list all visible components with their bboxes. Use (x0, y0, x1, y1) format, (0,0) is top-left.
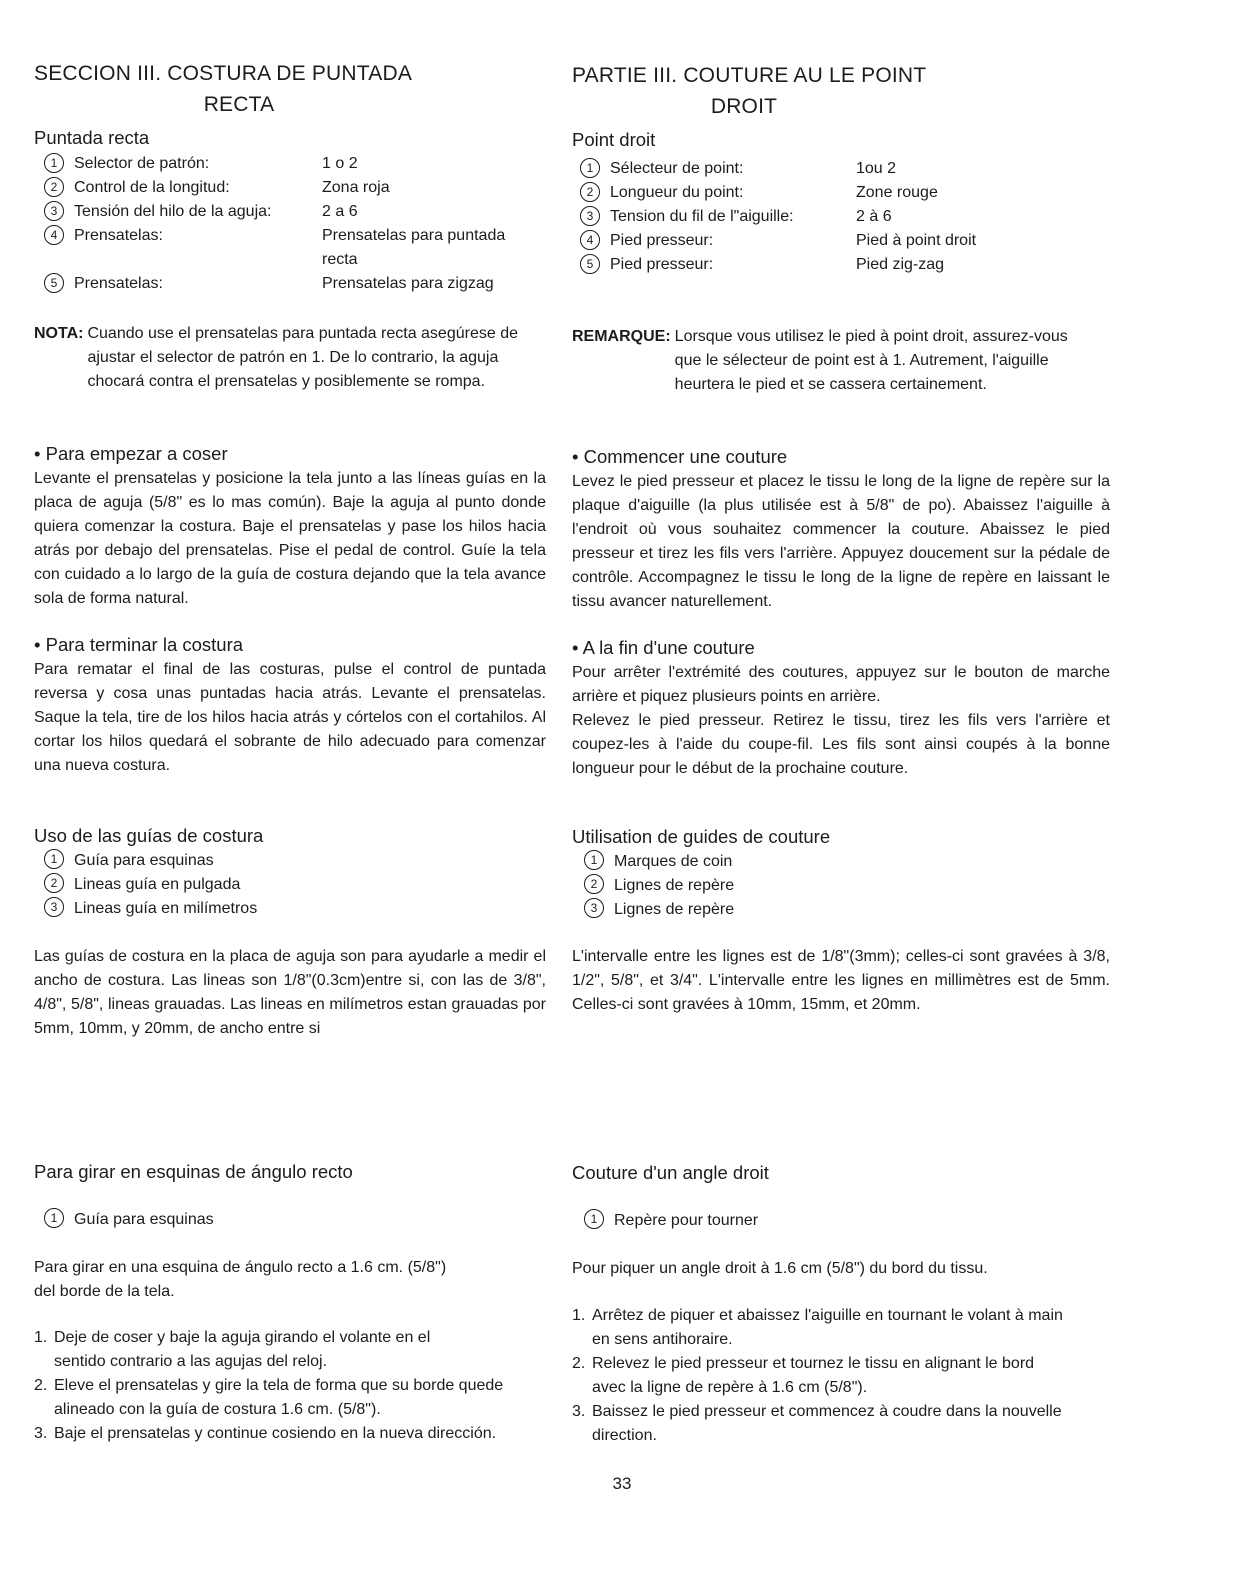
circled-number: 1 (44, 849, 64, 869)
circled-number: 5 (44, 273, 64, 293)
circled-number: 5 (580, 254, 600, 274)
settings-row (44, 176, 546, 200)
setting-value: Prensatelas para puntada recta (322, 227, 506, 268)
circled-number: 1 (580, 158, 600, 178)
setting-value: Zona roja (322, 179, 390, 196)
settings-row (44, 200, 546, 224)
list-item: 1 Guía para esquinas (44, 849, 546, 873)
note-label: NOTA: (34, 325, 84, 342)
seam-guides-list (584, 850, 1110, 922)
page-number: 33 (612, 1474, 632, 1493)
circled-number: 1 (44, 153, 64, 173)
list-item: 1. Deje de coser y baje la aguja girando el volante en el sentido contrario a las agujas del reloj. (34, 1329, 431, 1370)
settings-row: 3 Tension du fil de l"aiguille: 2 à 6 (580, 205, 1110, 229)
corner-heading: Couture d'un angle droit (572, 1162, 769, 1183)
setting-label: Prensatelas: (74, 227, 163, 244)
straight-stitch-heading: Point droit (572, 129, 656, 150)
settings-row: 4 Pied presseur: Pied à point droit (580, 229, 1110, 253)
section-title (572, 60, 1110, 122)
list-item: 2 Lignes de repère (584, 874, 1110, 898)
settings-row (44, 152, 546, 176)
list-item: 3. Baje el prensatelas y continue cosiendo en la nueva dirección. (34, 1425, 497, 1442)
settings-list (44, 152, 546, 296)
note (572, 325, 1110, 397)
setting-label: Control de la longitud: (74, 179, 230, 196)
section-title (34, 58, 546, 120)
circled-number: 3 (44, 897, 64, 917)
list-item: 1 Marques de coin (584, 850, 1110, 874)
corner-item: 1 Repère pour tourner (584, 1209, 1110, 1233)
setting-value: 2 a 6 (322, 203, 358, 220)
finish-seam-heading: • Para terminar la costura (34, 634, 244, 655)
start-sewing-text: Levez le pied presseur et placez le tissu le long de la ligne de repère sur la plaque d'aiguille (la plus utilisée est à 5/8" de po). Abaissez l'aiguille à l'endroit où vous souhaitez commencer la couture. Abaissez le pied presseur et tirez les fils vers l'arrière. Appuyez doucement sur la pédale de contrôle. Accompagnez le tissu le long de la ligne de repère en laissant le tissu avancer naturellement. (572, 473, 1110, 610)
setting-value: 1 o 2 (322, 155, 358, 172)
note-text: Cuando use el prensatelas para puntada recta asegúrese de ajustar el selector de patrón en 1. De lo contrario, la aguja chocará contra el prensatelas y posiblemente se rompa. (87, 325, 518, 390)
corner-steps (34, 1326, 546, 1446)
section-title-line1: PARTIE III. COUTURE AU LE POINT (572, 64, 927, 87)
start-sewing-heading: • Commencer une couture (572, 446, 788, 467)
section-title-line2: DROIT (710, 95, 778, 118)
list-item: 2 Lineas guía en pulgada (44, 873, 546, 897)
finish-seam-text: Para rematar el final de las costuras, pulse el control de puntada reversa y cosa unas puntadas hacia atrás. Levante el prensatelas. Saque la tela, tire de los hilos hacia atrás y córtelos con el cortahilos. Al cortar los hilos quedará el sobrante de hilo adecuado para comenzar una nueva costura. (34, 661, 546, 774)
section-title-line2: RECTA (203, 93, 275, 116)
settings-row: 2 Longueur du point: Zone rouge (580, 181, 1110, 205)
circled-number: 1 (44, 1208, 64, 1228)
note-label: REMARQUE: (572, 328, 671, 345)
note-text: Lorsque vous utilisez le pied à point droit, assurez-vous que le sélecteur de point est à 1. Autrement, l'aiguille heurtera le pied et se cassera certainement. (674, 328, 1068, 393)
note (34, 322, 546, 394)
finish-seam-heading: • A la fin d'une couture (572, 637, 755, 658)
settings-row (44, 224, 546, 272)
circled-number: 2 (44, 873, 64, 893)
list-item: 3 Lineas guía en milímetros (44, 897, 546, 921)
setting-label: Selector de patrón: (74, 155, 210, 172)
setting-value: Prensatelas para zigzag (322, 275, 494, 292)
straight-stitch-heading: Puntada recta (34, 127, 150, 148)
circled-number: 2 (44, 177, 64, 197)
section-title-line1: SECCION III. COSTURA DE PUNTADA (34, 62, 413, 85)
setting-label: Tensión del hilo de la aguja: (74, 203, 272, 220)
start-sewing-text: Levante el prensatelas y posicione la tela junto a las líneas guías en la placa de aguja (5/8" es lo mas común). Baje la aguja al punto donde quiera comenzar la costura. Baje el prensatelas y pase los hilos hacia atrás por debajo del prensatelas. Pise el pedal de control. Guíe la tela con cuidado a lo largo de la guía de costura dejando que la tela avance sola de forma natural. (34, 470, 546, 607)
seam-guides-text: Las guías de costura en la placa de aguja son para ayudarle a medir el ancho de costura. Las lineas son 1/8"(0.3cm)entre si, con las de 3/8", 4/8", 5/8", lineas grauadas. Las lineas en milímetros estan grauadas por 5mm, 10mm, y 20mm, de ancho entre si (34, 948, 546, 1037)
finish-seam-text: Pour arrêter l'extrémité des coutures, appuyez sur le bouton de marche arrière et piquez plusieurs points en arrière. Relevez le pied presseur. Retirez le tissu, tirez les fils vers l'arrière et coupez-les à l'aide du coupe-fil. Les fils sont ainsi coupés à la bonne longueur pour le début de la prochaine couture. (572, 664, 1110, 777)
circled-number: 3 (580, 206, 600, 226)
circled-number: 1 (584, 1209, 604, 1229)
circled-number: 3 (44, 201, 64, 221)
seam-guides-list (44, 849, 546, 921)
settings-row (44, 272, 546, 296)
circled-number: 2 (580, 182, 600, 202)
seam-guides-heading: Uso de las guías de costura (34, 825, 264, 846)
seam-guides-text: L'intervalle entre les lignes est de 1/8"(3mm); celles-ci sont gravées à 3/8, 1/2", 5/8", et 3/4". L'intervalle entre les lignes en millimètres est de 5mm. Celles-ci sont gravées à 10mm, 15mm, et 20mm. (572, 948, 1110, 1013)
settings-row: 1 Sélecteur de point: 1ou 2 (580, 157, 1110, 181)
corner-intro: Para girar en una esquina de ángulo recto a 1.6 cm. (5/8") del borde de la tela. (34, 1259, 447, 1300)
start-sewing-heading: • Para empezar a coser (34, 443, 228, 464)
list-item: 3. Baissez le pied presseur et commencez à coudre dans la nouvelle direction. (572, 1403, 1062, 1444)
circled-number: 2 (584, 874, 604, 894)
setting-label: Prensatelas: (74, 275, 163, 292)
circled-number: 3 (584, 898, 604, 918)
corner-steps (572, 1304, 1110, 1448)
corner-item: 1 Guía para esquinas (44, 1208, 546, 1232)
settings-list (580, 157, 1110, 277)
list-item: 1. Arrêtez de piquer et abaissez l'aiguille en tournant le volant à main en sens antihoraire. (572, 1307, 1063, 1348)
corner-intro: Pour piquer un angle droit à 1.6 cm (5/8") du bord du tissu. (572, 1260, 988, 1277)
list-item: 2. Eleve el prensatelas y gire la tela de forma que su borde quede alineado con la guía de costura 1.6 cm. (5/8"). (34, 1377, 504, 1418)
list-item: 2. Relevez le pied presseur et tournez le tissu en alignant le bord avec la ligne de repère à 1.6 cm (5/8"). (572, 1355, 1035, 1396)
circled-number: 1 (584, 850, 604, 870)
corner-heading: Para girar en esquinas de ángulo recto (34, 1161, 353, 1182)
settings-row: 5 Pied presseur: Pied zig-zag (580, 253, 1110, 277)
list-item: 3 Lignes de repère (584, 898, 1110, 922)
seam-guides-heading: Utilisation de guides de couture (572, 826, 831, 847)
circled-number: 4 (44, 225, 64, 245)
circled-number: 4 (580, 230, 600, 250)
